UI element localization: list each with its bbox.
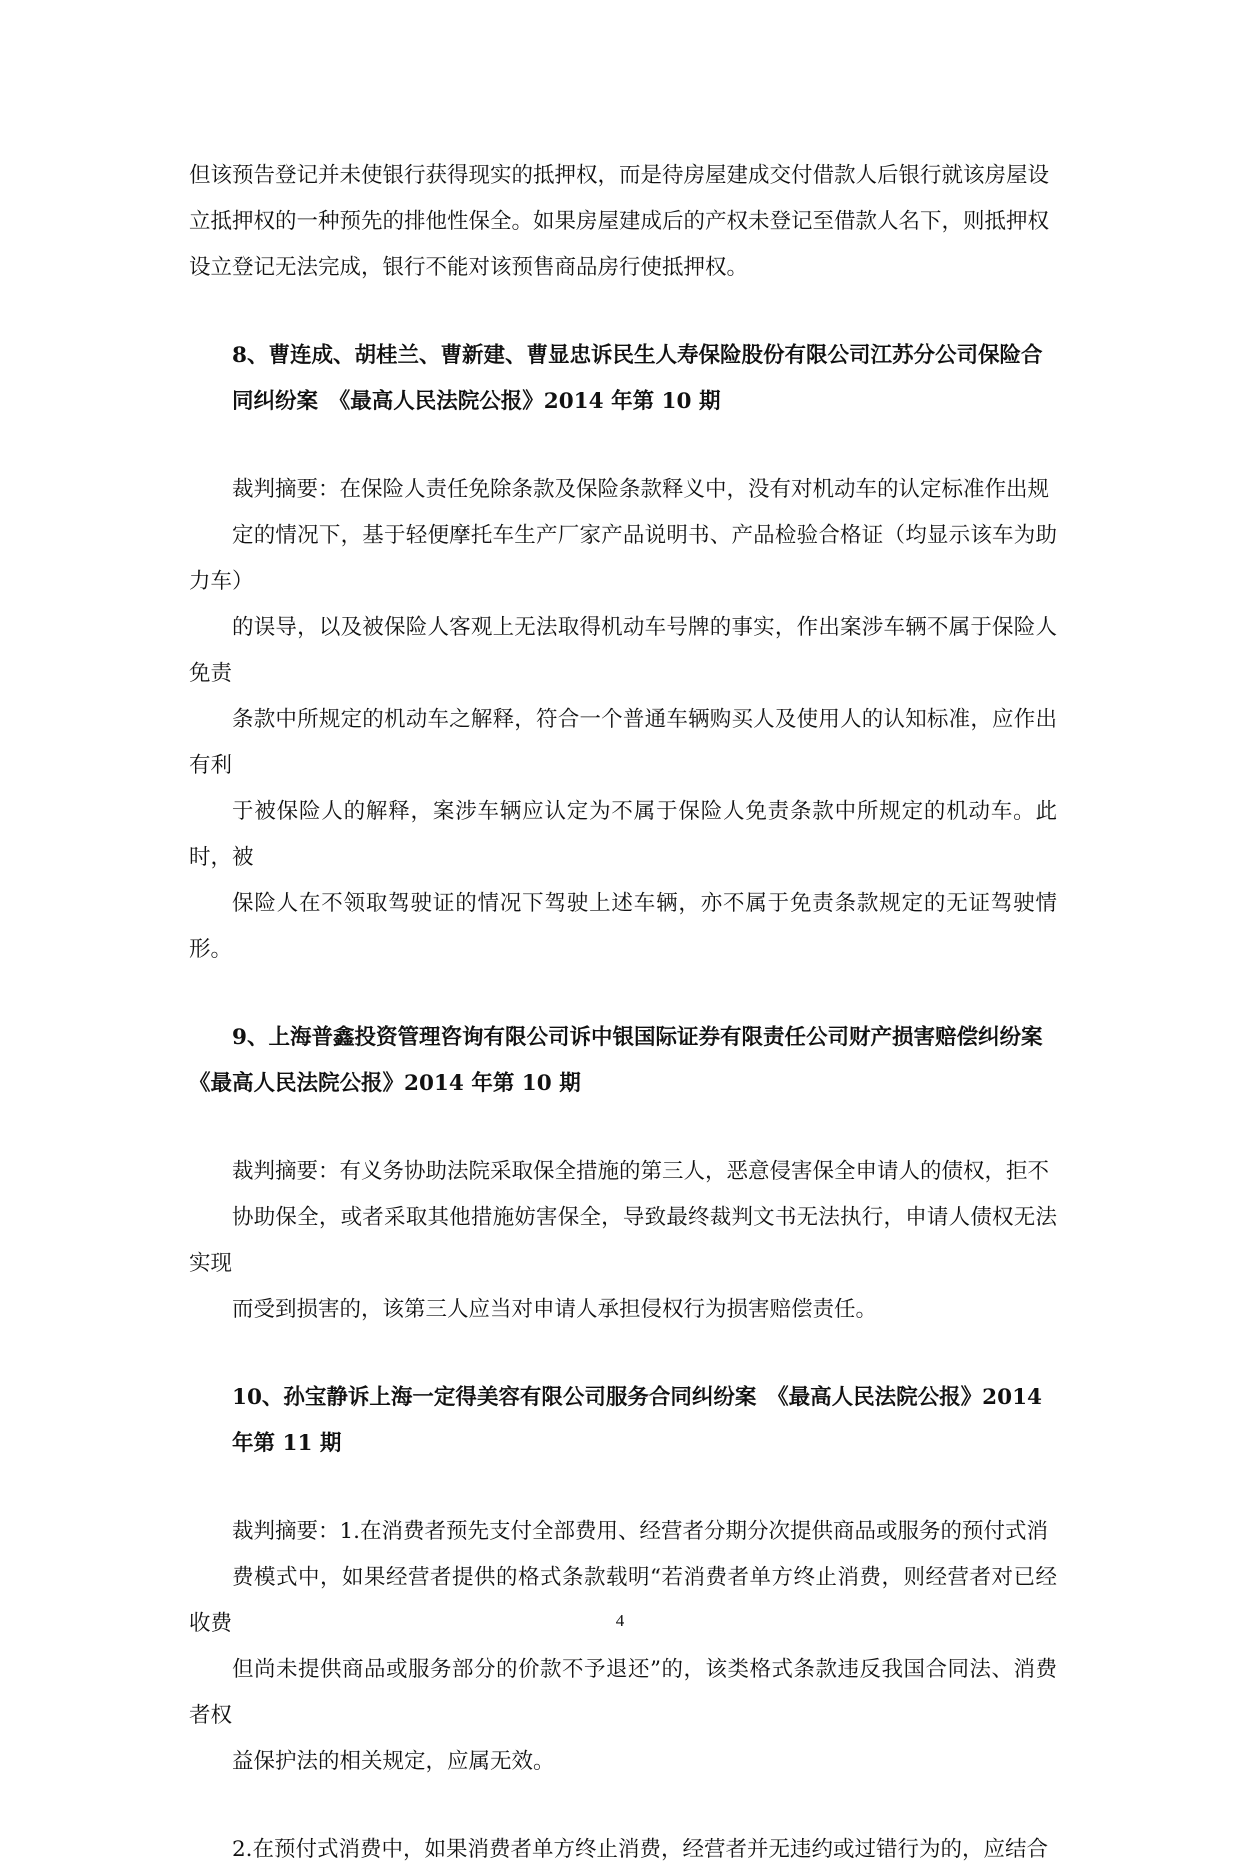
text-line: 的误导，以及被保险人客观上无法取得机动车号牌的事实，作出案涉车辆不属于保险人免责 — [189, 615, 1057, 686]
body-paragraph — [189, 1149, 1057, 1333]
page-number: 4 — [615, 1611, 625, 1630]
heading-line: 9、上海普鑫投资管理咨询有限公司诉中银国际证券有限责任公司财产损害赔偿纠纷案 — [232, 1025, 1043, 1050]
text-line: 益保护法的相关规定，应属无效。 — [232, 1749, 555, 1774]
text-line: 于被保险人的解释，案涉车辆应认定为不属于保险人免责条款中所规定的机动车。此时，被 — [189, 799, 1057, 870]
text-line: 2.在预付式消费中，如果消费者单方终止消费，经营者并无违约或过错行为的，应结合 — [232, 1837, 1049, 1862]
text-line: 定的情况下，基于轻便摩托车生产厂家产品说明书、产品检验合格证（均显示该车为助力车） — [189, 523, 1057, 594]
text-line: 费模式中，如果经营者提供的格式条款载明“若消费者单方终止消费，则经营者对已经收费 — [189, 1565, 1057, 1636]
heading-line: 同纠纷案 《最高人民法院公报》2014 年第 10 期 — [232, 389, 721, 414]
text-line: 立抵押权的一种预先的排他性保全。如果房屋建成后的产权未登记至借款人名下，则抵押权 — [189, 209, 1050, 234]
text-line: 协助保全，或者采取其他措施妨害保全，导致最终裁判文书无法执行，申请人债权无法实现 — [189, 1205, 1057, 1276]
text-line: 条款中所规定的机动车之解释，符合一个普通车辆购买人及使用人的认知标准，应作出有利 — [189, 707, 1057, 778]
heading-line: 年第 11 期 — [232, 1431, 342, 1456]
text-line: 但该预告登记并未使银行获得现实的抵押权，而是待房屋建成交付借款人后银行就该房屋设 — [189, 163, 1050, 188]
case-heading — [189, 1375, 1057, 1467]
heading-line: 10、孙宝静诉上海一定得美容有限公司服务合同纠纷案 《最高人民法院公报》2014 — [232, 1385, 1043, 1410]
body-paragraph — [189, 467, 1057, 973]
case-heading — [189, 1015, 1057, 1107]
text-line: 裁判摘要：1.在消费者预先支付全部费用、经营者分期分次提供商品或服务的预付式消 — [232, 1519, 1049, 1544]
heading-line: 《最高人民法院公报》2014 年第 10 期 — [189, 1071, 581, 1096]
body-paragraph — [189, 1509, 1057, 1785]
heading-line: 8、曹连成、胡桂兰、曹新建、曹显忠诉民生人寿保险股份有限公司江苏分公司保险合 — [232, 343, 1043, 368]
text-line: 但尚未提供商品或服务部分的价款不予退还”的，该类格式条款违反我国合同法、消费者权 — [189, 1657, 1057, 1728]
body-paragraph — [189, 153, 1057, 291]
text-line: 设立登记无法完成，银行不能对该预售商品房行使抵押权。 — [189, 255, 749, 280]
text-line: 保险人在不领取驾驶证的情况下驾驶上述车辆，亦不属于免责条款规定的无证驾驶情形。 — [189, 891, 1057, 962]
text-line: 裁判摘要：在保险人责任免除条款及保险条款释义中，没有对机动车的认定标准作出规 — [232, 477, 1050, 502]
case-heading — [189, 333, 1057, 425]
body-paragraph — [189, 1827, 1057, 1873]
text-line: 裁判摘要：有义务协助法院采取保全措施的第三人，恶意侵害保全申请人的债权，拒不 — [232, 1159, 1050, 1184]
text-line: 而受到损害的，该第三人应当对申请人承担侵权行为损害赔偿责任。 — [232, 1297, 878, 1322]
